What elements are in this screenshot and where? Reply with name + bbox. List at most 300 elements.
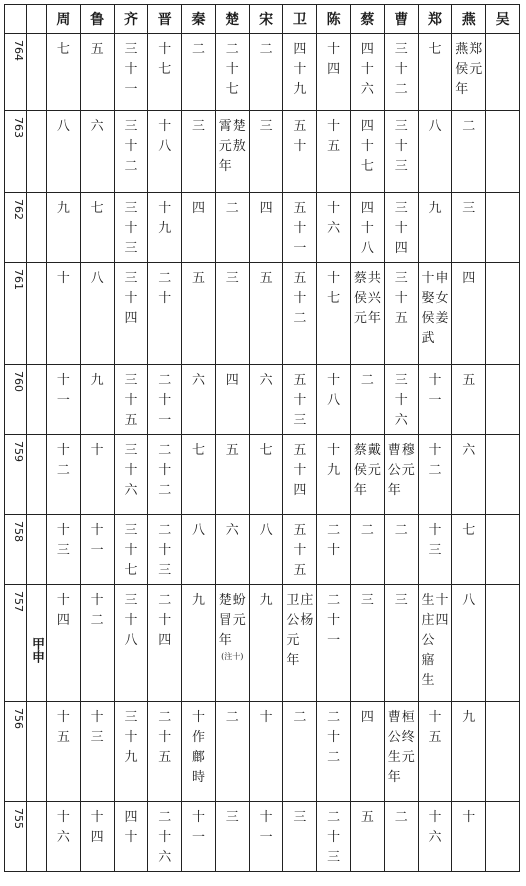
entry-cell [486, 111, 520, 193]
entry-cell [249, 365, 283, 435]
entry-cell [47, 515, 81, 585]
ganzhi-cell [27, 365, 47, 435]
entry-text: 二十七 [225, 42, 239, 97]
entry-text: 三十七 [124, 523, 138, 578]
entry-cell [114, 515, 148, 585]
entry-text: 二十六 [158, 810, 172, 865]
annotation-note: (注十) [221, 652, 244, 661]
entry-cell [418, 585, 452, 702]
entry-cell [317, 365, 351, 435]
entry-text: 三 [462, 201, 476, 216]
entry-text: 四十九 [293, 42, 307, 97]
year-label: 764 [12, 40, 25, 61]
entry-cell [114, 193, 148, 263]
entry-cell [215, 585, 249, 702]
entry-text: 七 [90, 201, 104, 216]
entry-cell [283, 802, 317, 872]
entry-text: 五 [462, 373, 476, 388]
year-cell [5, 702, 27, 802]
entry-text: 三 [225, 271, 239, 286]
entry-text: 四 [360, 710, 374, 725]
entry-text: 二 [394, 523, 408, 538]
entry-cell [283, 515, 317, 585]
entry-cell [249, 515, 283, 585]
entry-text: 庄杨 [300, 593, 314, 628]
entry-cell [182, 435, 216, 515]
year-label: 759 [12, 441, 25, 462]
entry-cell [114, 802, 148, 872]
entry-cell [182, 515, 216, 585]
entry-cell [80, 34, 114, 111]
entry-cell [80, 585, 114, 702]
entry-cell [384, 34, 418, 111]
entry-cell [182, 365, 216, 435]
entry-cell [47, 802, 81, 872]
header-row [5, 5, 520, 34]
entry-cell [249, 435, 283, 515]
entry-cell [283, 365, 317, 435]
entry-text: 九 [192, 593, 206, 608]
entry-cell [283, 193, 317, 263]
entry-text: 二十三 [327, 810, 341, 865]
table-row [5, 702, 520, 802]
entry-text: 八 [462, 593, 476, 608]
entry-cell [418, 193, 452, 263]
entry-cell [249, 802, 283, 872]
table-row [5, 802, 520, 872]
entry-cell [452, 263, 486, 365]
entry-cell [486, 585, 520, 702]
entry-text: 十娶侯武 [421, 271, 435, 346]
entry-cell [249, 585, 283, 702]
entry-text: 二 [225, 710, 239, 725]
state-header: 宋 [249, 5, 283, 34]
entry-cell [182, 263, 216, 365]
entry-cell [215, 193, 249, 263]
entry-cell [283, 34, 317, 111]
year-cell [5, 435, 27, 515]
entry-cell [114, 365, 148, 435]
entry-cell [384, 585, 418, 702]
entry-text: 五十一 [293, 201, 307, 256]
entry-cell [215, 365, 249, 435]
entry-cell [80, 515, 114, 585]
entry-text: 蔡侯元 [353, 271, 367, 326]
state-header: 陈 [317, 5, 351, 34]
entry-text: 二 [192, 42, 206, 57]
state-header: 蔡 [351, 5, 385, 34]
entry-text: 三 [225, 810, 239, 825]
entry-cell [148, 585, 182, 702]
entry-cell [148, 702, 182, 802]
entry-text: 二十三 [158, 523, 172, 578]
ganzhi-cell [27, 435, 47, 515]
entry-text: 八 [192, 523, 206, 538]
entry-text: 三十三 [394, 119, 408, 174]
entry-cell [283, 263, 317, 365]
entry-text: 二 [462, 119, 476, 134]
entry-cell [215, 802, 249, 872]
state-header: 楚 [215, 5, 249, 34]
entry-cell [80, 435, 114, 515]
entry-text: 九 [462, 710, 476, 725]
entry-text: 二 [259, 42, 273, 57]
state-header: 卫 [283, 5, 317, 34]
entry-cell [418, 802, 452, 872]
year-cell [5, 365, 27, 435]
entry-cell [452, 111, 486, 193]
year-cell [5, 193, 27, 263]
entry-cell [249, 193, 283, 263]
entry-cell [148, 435, 182, 515]
entry-text: 三十九 [124, 710, 138, 765]
entry-cell [148, 802, 182, 872]
entry-text: 卫公元年 [286, 593, 300, 668]
entry-text: 十四 [435, 593, 449, 628]
entry-text: 五 [90, 42, 104, 57]
entry-cell [182, 193, 216, 263]
entry-text: 二十二 [327, 710, 341, 765]
entry-cell [215, 263, 249, 365]
entry-cell [114, 702, 148, 802]
entry-text: 十六 [428, 810, 442, 845]
ganzhi-cell [27, 702, 47, 802]
year-cell [5, 515, 27, 585]
entry-cell [384, 702, 418, 802]
entry-cell [283, 435, 317, 515]
ganzhi-cell [27, 34, 47, 111]
entry-cell [384, 111, 418, 193]
entry-text: 十五 [428, 710, 442, 745]
entry-text: 七 [462, 523, 476, 538]
entry-text: 十三 [56, 523, 70, 558]
state-header: 周 [47, 5, 81, 34]
entry-text: 十 [56, 271, 70, 286]
entry-text: 六 [259, 373, 273, 388]
table-row [5, 34, 520, 111]
entry-text: 六 [90, 119, 104, 134]
entry-cell [215, 435, 249, 515]
chronology-table [4, 4, 520, 872]
entry-text: 三十八 [124, 593, 138, 648]
entry-text: 十一 [90, 523, 104, 558]
entry-text: 十七 [327, 271, 341, 306]
state-header: 燕 [452, 5, 486, 34]
entry-text: 十九 [327, 443, 341, 478]
state-header: 郑 [418, 5, 452, 34]
entry-cell [486, 702, 520, 802]
entry-text: 穆元 [401, 443, 415, 478]
entry-cell [47, 193, 81, 263]
entry-cell [351, 802, 385, 872]
entry-text: 四十七 [360, 119, 374, 174]
entry-text: 五十四 [293, 443, 307, 498]
entry-text: 二 [360, 523, 374, 538]
state-header: 曹 [384, 5, 418, 34]
entry-cell [317, 702, 351, 802]
entry-cell [80, 111, 114, 193]
entry-text: 七 [56, 42, 70, 57]
entry-cell [317, 585, 351, 702]
entry-text: 申女姜 [435, 271, 449, 326]
entry-cell [351, 263, 385, 365]
entry-text: 戴元 [367, 443, 381, 478]
entry-text: 十八 [327, 373, 341, 408]
entry-text: 十四 [56, 593, 70, 628]
entry-text: 三 [192, 119, 206, 134]
entry-cell [148, 263, 182, 365]
entry-text: 四 [225, 373, 239, 388]
entry-text: 蚡元 [232, 593, 246, 628]
entry-cell [418, 365, 452, 435]
entry-text: 三十五 [124, 373, 138, 428]
entry-cell [452, 193, 486, 263]
entry-text: 十五 [56, 710, 70, 745]
entry-cell [418, 435, 452, 515]
ganzhi-cell [27, 111, 47, 193]
entry-cell [182, 34, 216, 111]
entry-text: 郑元 [469, 42, 483, 77]
ganzhi-cell [27, 515, 47, 585]
entry-text: 三 [259, 119, 273, 134]
entry-cell [47, 111, 81, 193]
entry-cell [486, 193, 520, 263]
table-row [5, 193, 520, 263]
entry-text: 七 [428, 42, 442, 57]
entry-text: 共兴年 [367, 271, 381, 326]
entry-cell [47, 263, 81, 365]
entry-text: 五十二 [293, 271, 307, 326]
entry-cell [384, 802, 418, 872]
entry-text: 十四 [90, 810, 104, 845]
entry-cell [351, 193, 385, 263]
year-label: 763 [12, 117, 25, 138]
entry-text: 九 [56, 201, 70, 216]
table-body [5, 34, 520, 872]
entry-cell [114, 435, 148, 515]
entry-text: 三十一 [124, 42, 138, 97]
entry-cell [351, 515, 385, 585]
entry-text: 七 [192, 443, 206, 458]
entry-text: 十一 [428, 373, 442, 408]
entry-text: 三十二 [394, 42, 408, 97]
entry-text: 十一 [259, 810, 273, 845]
entry-cell [418, 702, 452, 802]
entry-text: 十四 [327, 42, 341, 77]
entry-cell [148, 34, 182, 111]
entry-cell [418, 111, 452, 193]
entry-text: 五 [192, 271, 206, 286]
entry-text: 三十四 [124, 271, 138, 326]
entry-text: 十六 [327, 201, 341, 236]
year-cell [5, 802, 27, 872]
entry-text: 五十三 [293, 373, 307, 428]
entry-text: 二十一 [158, 373, 172, 428]
entry-cell [317, 34, 351, 111]
entry-cell [215, 702, 249, 802]
entry-text: 三十六 [394, 373, 408, 428]
entry-text: 三 [360, 593, 374, 608]
entry-cell [80, 263, 114, 365]
entry-text: 二十 [158, 271, 172, 306]
entry-text: 十二 [56, 443, 70, 478]
entry-text: 二 [360, 373, 374, 388]
entry-text: 三十三 [124, 201, 138, 256]
ganzhi-header [27, 5, 47, 34]
entry-cell [351, 365, 385, 435]
entry-text: 五十 [293, 119, 307, 154]
entry-text: 八 [428, 119, 442, 134]
entry-cell [148, 515, 182, 585]
entry-text: 三十六 [124, 443, 138, 498]
entry-text: 十八 [158, 119, 172, 154]
entry-cell [418, 263, 452, 365]
entry-text: 楚冒年 [218, 593, 232, 648]
entry-text: 十九 [158, 201, 172, 236]
entry-cell [114, 111, 148, 193]
entry-cell [47, 585, 81, 702]
entry-text: 十 [259, 710, 273, 725]
entry-cell [182, 702, 216, 802]
entry-text: 楚敖 [232, 119, 246, 154]
entry-text: 十三 [428, 523, 442, 558]
entry-text: 三 [293, 810, 307, 825]
entry-cell [215, 515, 249, 585]
entry-cell [486, 263, 520, 365]
entry-text: 二十 [327, 523, 341, 558]
entry-cell [215, 111, 249, 193]
entry-cell [351, 585, 385, 702]
entry-cell [283, 111, 317, 193]
entry-cell [486, 435, 520, 515]
entry-cell [317, 435, 351, 515]
entry-text: 八 [56, 119, 70, 134]
entry-text: 三 [394, 593, 408, 608]
entry-cell [317, 193, 351, 263]
entry-text: 六 [225, 523, 239, 538]
entry-text: 五 [360, 810, 374, 825]
entry-text: 二十二 [158, 443, 172, 498]
entry-text: 蔡侯年 [353, 443, 367, 498]
entry-text: 九 [259, 593, 273, 608]
entry-text: 三十二 [124, 119, 138, 174]
entry-cell [351, 702, 385, 802]
entry-cell [486, 365, 520, 435]
table-row [5, 365, 520, 435]
entry-cell [486, 802, 520, 872]
entry-cell [283, 585, 317, 702]
entry-cell [80, 802, 114, 872]
entry-text: 八 [90, 271, 104, 286]
entry-cell [47, 702, 81, 802]
entry-text: 十一 [56, 373, 70, 408]
table-row [5, 435, 520, 515]
year-label: 757 [12, 591, 25, 612]
entry-cell [452, 702, 486, 802]
entry-text: 十作鄜時 [192, 710, 206, 785]
entry-text: 生庄公寤生 [421, 593, 435, 688]
entry-text: 六 [462, 443, 476, 458]
year-label: 755 [12, 808, 25, 829]
table-row [5, 515, 520, 585]
entry-text: 霄元年 [218, 119, 232, 174]
entry-text: 二 [394, 810, 408, 825]
ganzhi-cell: 甲申 [27, 585, 47, 702]
ganzhi-cell [27, 802, 47, 872]
entry-text: 七 [259, 443, 273, 458]
entry-cell [114, 34, 148, 111]
entry-cell [148, 193, 182, 263]
entry-text: 五十五 [293, 523, 307, 578]
entry-text: 五 [225, 443, 239, 458]
entry-text: 二十四 [158, 593, 172, 648]
entry-cell [47, 34, 81, 111]
entry-cell [351, 435, 385, 515]
year-label: 760 [12, 371, 25, 392]
entry-cell [114, 585, 148, 702]
entry-cell [215, 34, 249, 111]
entry-cell [283, 702, 317, 802]
entry-cell [114, 263, 148, 365]
table-row [5, 585, 520, 702]
year-label: 761 [12, 269, 25, 290]
year-header [5, 5, 27, 34]
ganzhi-cell [27, 193, 47, 263]
entry-cell [452, 365, 486, 435]
entry-cell [452, 34, 486, 111]
entry-cell [418, 34, 452, 111]
state-header: 鲁 [80, 5, 114, 34]
entry-cell [351, 111, 385, 193]
entry-text: 四 [192, 201, 206, 216]
entry-text: 十 [90, 443, 104, 458]
entry-cell [384, 263, 418, 365]
entry-cell [452, 802, 486, 872]
entry-cell [80, 193, 114, 263]
entry-cell [148, 365, 182, 435]
entry-cell [148, 111, 182, 193]
entry-text: 十五 [327, 119, 341, 154]
entry-cell [317, 263, 351, 365]
entry-cell [249, 34, 283, 111]
entry-cell [384, 515, 418, 585]
table-row [5, 111, 520, 193]
entry-text: 十六 [56, 810, 70, 845]
entry-cell [384, 193, 418, 263]
year-cell [5, 263, 27, 365]
entry-cell [317, 111, 351, 193]
year-cell [5, 111, 27, 193]
entry-cell [317, 802, 351, 872]
entry-cell [452, 585, 486, 702]
entry-cell [80, 702, 114, 802]
entry-cell [351, 34, 385, 111]
entry-text: 十 [462, 810, 476, 825]
entry-text: 九 [90, 373, 104, 388]
entry-text: 燕侯年 [455, 42, 469, 97]
entry-cell [384, 365, 418, 435]
entry-cell [418, 515, 452, 585]
entry-cell [47, 365, 81, 435]
entry-text: 二十一 [327, 593, 341, 648]
entry-cell [182, 802, 216, 872]
entry-text: 四十八 [360, 201, 374, 256]
state-header: 秦 [182, 5, 216, 34]
entry-cell [47, 435, 81, 515]
state-header: 吴 [486, 5, 520, 34]
entry-cell [384, 435, 418, 515]
entry-text: 六 [192, 373, 206, 388]
